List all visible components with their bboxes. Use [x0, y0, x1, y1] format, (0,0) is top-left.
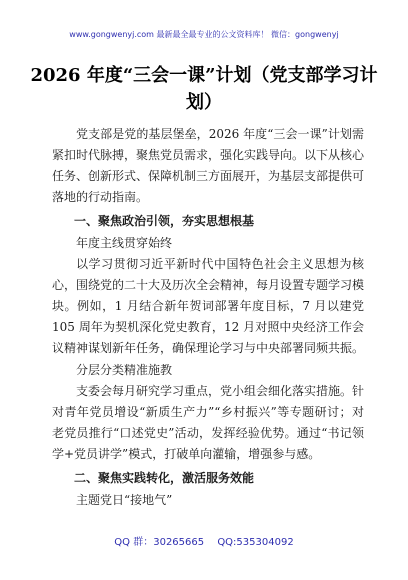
- qq-group-link[interactable]: QQ 群：30265665: [114, 537, 205, 548]
- document-body: [52, 124, 364, 511]
- document-title: 2026 年度“三会一课”计划（党支部学习计划）: [30, 65, 378, 113]
- contact-footer: [0, 533, 408, 548]
- subsection-heading: 主题党日“接地气”: [76, 493, 173, 507]
- site-banner: www.gongwenyj.com 最新最全最专业的公文资料库！ 微信：gongwenyj: [69, 30, 339, 39]
- subsection-heading: 分层分类精准施教: [76, 363, 173, 377]
- section-heading: 一、聚焦政治引领，夯实思想根基: [74, 214, 255, 228]
- section-heading: 二、聚焦实践转化，激活服务效能: [74, 471, 255, 485]
- body-paragraph: 支委会每月研究学习重点，党小组会细化落实措施。针对青年党员增设“新质生产力”“乡村振兴”等专题研讨；对老党员推行“口述党史”活动，发挥经验优势。通过“书记领学+党员讲学”模式，打破单向灌输，增强参与感。: [52, 384, 365, 461]
- subsection-heading: 年度主线贯穿始终: [76, 236, 173, 250]
- body-paragraph: 以学习贯彻习近平新时代中国特色社会主义思想为核心，围绕党的二十大及历次全会精神，每月设置专题学习模块。例如，1 月结合新年贺词部署年度目标，7 月以建党 105 周年为契机深化党史教育，12 月对照中央经济工作会议精神谋划新年任务，确保理论学习与中央部署同频共振。: [52, 257, 365, 355]
- qq-contact-link[interactable]: QQ:535304092: [217, 537, 294, 548]
- intro-paragraph: 党支部是党的基层堡垒，2026 年度“三会一课”计划需紧扣时代脉搏，聚焦党员需求，强化实践导向。以下从核心任务、创新形式、保障机制三方面展开，为基层支部提供可落地的行动指南。: [52, 127, 365, 204]
